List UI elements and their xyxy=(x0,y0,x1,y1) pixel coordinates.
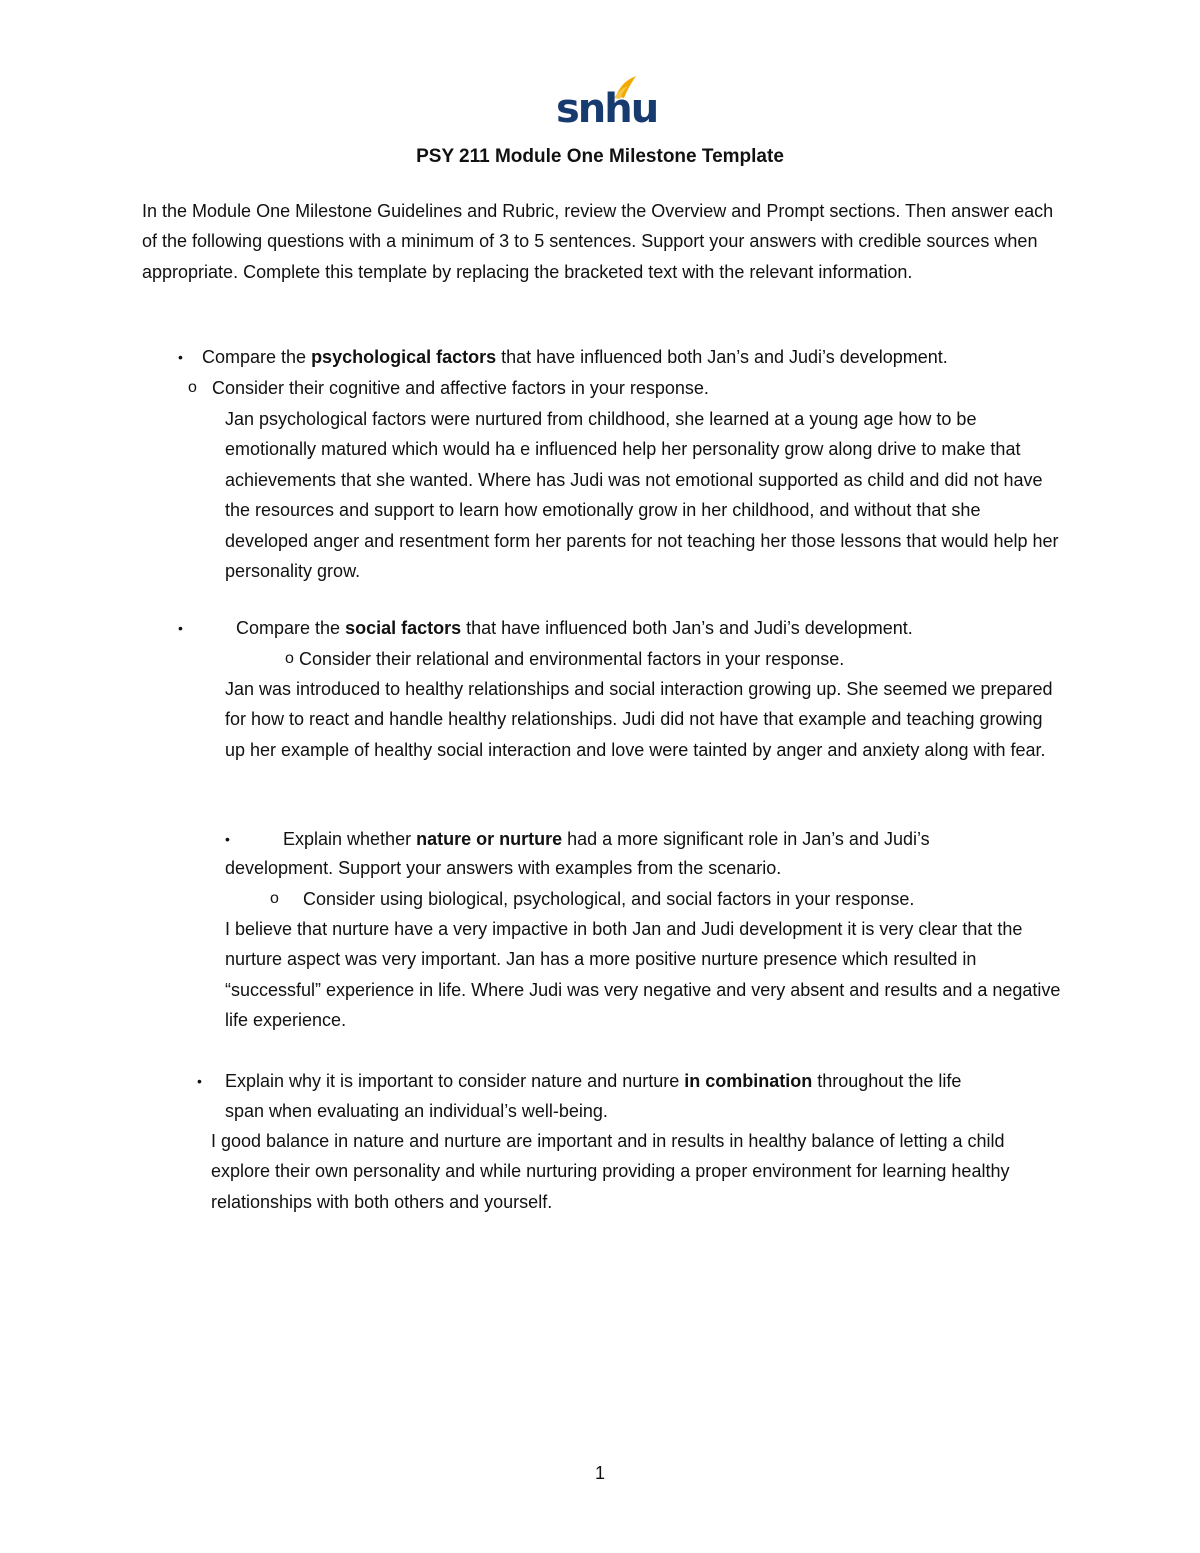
question-3: Explain whether nature or nurture had a more significant role in Jan’s and Judi’s xyxy=(283,829,930,849)
question-3-continued: development. Support your answers with examples from the scenario. xyxy=(225,858,782,878)
question-1-emphasis: psychological factors xyxy=(311,347,497,367)
question-3-subprompt: Consider using biological, psychological, and social factors in your response. xyxy=(303,889,915,909)
question-2: Compare the social factors that have influenced both Jan’s and Judi’s development. xyxy=(236,618,913,638)
question-3-emphasis: nature or nurture xyxy=(416,829,563,849)
question-2-subprompt: Consider their relational and environmental factors in your response. xyxy=(299,649,845,669)
bullet-marker: • xyxy=(197,1073,202,1089)
sub-bullet-marker: o xyxy=(285,650,294,667)
question-4-emphasis: in combination xyxy=(684,1071,813,1091)
sub-bullet-marker: o xyxy=(188,379,197,396)
page-number: 1 xyxy=(594,1463,605,1483)
question-1: Compare the psychological factors that have influenced both Jan’s and Judi’s development. xyxy=(202,347,948,367)
snhu-logo xyxy=(556,74,658,132)
bullet-marker: • xyxy=(178,620,183,636)
bullet-marker: • xyxy=(225,831,230,847)
question-2-emphasis: social factors xyxy=(345,618,462,638)
bullet-marker: • xyxy=(178,349,183,365)
question-4: Explain why it is important to consider nature and nurture in combination throughout the life xyxy=(225,1071,962,1091)
question-1-subprompt: Consider their cognitive and affective factors in your response. xyxy=(212,378,709,398)
answer-3: I believe that nurture have a very impactive in both Jan and Judi development it is very clear that the nurture aspect was very important. Jan has a more positive nurture presence which resulted in “successful” experience in life. Where Judi was very negative and very absent and results and a negative life experience. xyxy=(225,919,1061,1031)
answer-1: Jan psychological factors were nurtured from childhood, she learned at a young age how to be emotionally matured which would ha e influenced help her personality grow along drive to make that achievements that she wanted. Where has Judi was not emotional supported as child and did not have the resources and support to learn how emotionally grow in her childhood, and without that she developed anger and resentment form her parents for not teaching her those lessons that would help her personality grow. xyxy=(225,409,1059,582)
answer-2: Jan was introduced to healthy relationships and social interaction growing up. She seemed we prepared for how to react and handle healthy relationships. Judi did not have that example and teaching growing up her example of healthy social interaction and love were tainted by anger and anxiety along with fear. xyxy=(225,679,1053,760)
logo-wordmark: snhu xyxy=(556,86,658,132)
sub-bullet-marker: o xyxy=(270,890,279,907)
intro-paragraph: In the Module One Milestone Guidelines and Rubric, review the Overview and Prompt sections. Then answer each of the following questions with a minimum of 3 to 5 sentences. Support your answers with credible sources when appropriate. Complete this template by replacing the bracketed text with the relevant information. xyxy=(142,201,1054,282)
question-4-continued: span when evaluating an individual’s well-being. xyxy=(225,1101,608,1121)
page-title: PSY 211 Module One Milestone Template xyxy=(416,146,784,167)
answer-4: I good balance in nature and nurture are important and in results in healthy balance of letting a child explore their own personality and while nurturing providing a proper environment for learning healthy relationships with both others and yourself. xyxy=(211,1131,1010,1212)
